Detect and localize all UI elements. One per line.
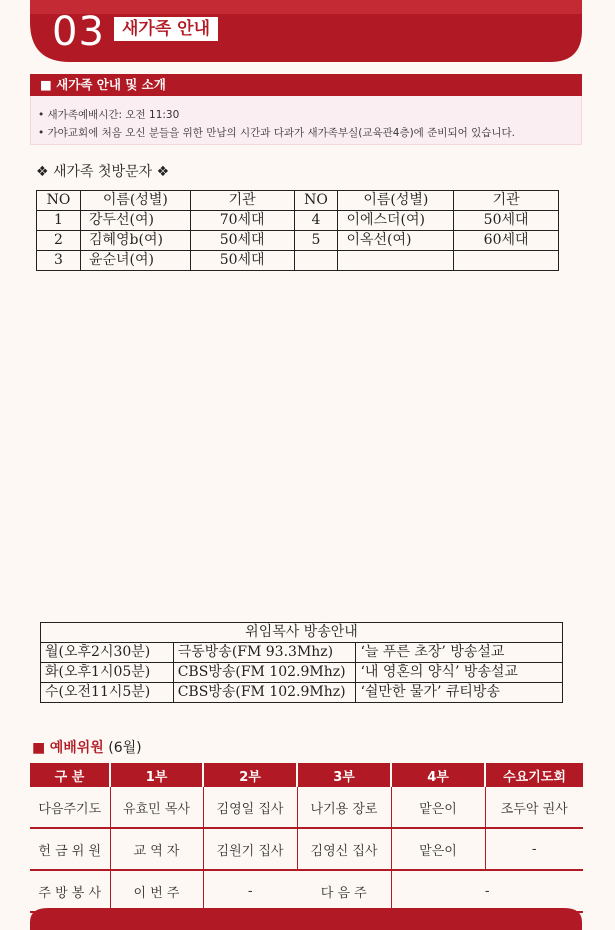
table-row xyxy=(41,663,563,683)
table-cell: 50세대 xyxy=(190,231,294,251)
table-cell: - xyxy=(485,828,583,870)
table-cell: 월(오후2시30분) xyxy=(41,643,174,663)
worship-committee-title: 예배위원 xyxy=(49,740,104,756)
table-cell: 맡은이 xyxy=(391,787,485,828)
table-cell: 김영일 집사 xyxy=(203,787,297,828)
table-cell: ‘쉴만한 물가’ 큐티방송 xyxy=(356,683,563,703)
section-number: 03 xyxy=(52,9,105,55)
table-row xyxy=(41,643,563,663)
table-cell xyxy=(338,251,454,271)
table-cell: 극동방송(FM 93.3Mhz) xyxy=(173,643,356,663)
table-cell: 김원기 집사 xyxy=(203,828,297,870)
intro-heading-bar xyxy=(30,74,582,96)
table-row xyxy=(37,211,559,231)
table-row xyxy=(37,231,559,251)
table-cell: 김영신 집사 xyxy=(297,828,391,870)
table-header-row xyxy=(37,191,559,211)
square-bullet-icon: ■ xyxy=(40,77,57,92)
table-header: NO xyxy=(37,191,81,211)
table-header: 기관 xyxy=(454,191,559,211)
table-cell: 이 번 주 xyxy=(110,870,203,912)
table-cell: 70세대 xyxy=(190,211,294,231)
table-cell: 교 역 자 xyxy=(110,828,203,870)
table-header: 수요기도회 xyxy=(485,763,583,787)
table-header: 4부 xyxy=(391,763,485,787)
table-cell: 윤순녀(여) xyxy=(80,251,190,271)
table-cell: 화(오후1시05분) xyxy=(41,663,174,683)
table-cell: 이에스더(여) xyxy=(338,211,454,231)
table-header: 3부 xyxy=(297,763,391,787)
worship-committee-month: (6월) xyxy=(108,740,142,756)
table-cell: 조두악 권사 xyxy=(485,787,583,828)
square-bullet-icon: ■ xyxy=(32,740,50,756)
table-header: 2부 xyxy=(203,763,297,787)
first-visit-title: ❖ 새가족 첫방문자 ❖ xyxy=(36,164,170,180)
table-header-row xyxy=(41,623,563,643)
worship-committee-table xyxy=(30,763,583,913)
table-cell: CBS방송(FM 102.9Mhz) xyxy=(173,663,356,683)
table-header: NO xyxy=(294,191,338,211)
table-row xyxy=(30,787,583,828)
table-cell: 나기용 장로 xyxy=(297,787,391,828)
table-row xyxy=(30,828,583,870)
table-header: 구 분 xyxy=(30,763,110,787)
table-header: 이름(성별) xyxy=(338,191,454,211)
table-cell: 강두선(여) xyxy=(80,211,190,231)
table-cell xyxy=(294,251,338,271)
section-footer-banner xyxy=(30,908,582,930)
broadcast-table xyxy=(40,622,563,703)
table-header-row xyxy=(30,763,583,787)
table-cell: 김혜영b(여) xyxy=(80,231,190,251)
table-cell: ‘내 영혼의 양식’ 방송설교 xyxy=(356,663,563,683)
table-cell: CBS방송(FM 102.9Mhz) xyxy=(173,683,356,703)
table-cell: 맡은이 xyxy=(391,828,485,870)
table-header: 기관 xyxy=(190,191,294,211)
table-cell: ‘늘 푸른 초장’ 방송설교 xyxy=(356,643,563,663)
table-row xyxy=(30,870,583,912)
table-cell: 유효민 목사 xyxy=(110,787,203,828)
table-cell: 1 xyxy=(37,211,81,231)
table-cell: 3 xyxy=(37,251,81,271)
table-cell: 이옥선(여) xyxy=(338,231,454,251)
table-cell: 4 xyxy=(294,211,338,231)
table-cell: 50세대 xyxy=(190,251,294,271)
first-visit-table xyxy=(36,190,559,271)
intro-line-time: • 새가족예배시간: 오전 11:30 xyxy=(38,109,180,121)
table-header: 1부 xyxy=(110,763,203,787)
table-cell: 다 음 주 xyxy=(297,870,391,912)
broadcast-title: 위임목사 방송안내 xyxy=(41,623,563,643)
table-cell xyxy=(454,251,559,271)
table-cell: 60세대 xyxy=(454,231,559,251)
table-cell: 헌 금 위 원 xyxy=(30,828,110,870)
table-header: 이름(성별) xyxy=(80,191,190,211)
table-cell: 주 방 봉 사 xyxy=(30,870,110,912)
table-cell: 수(오전11시5분) xyxy=(41,683,174,703)
intro-heading: 새가족 안내 및 소개 xyxy=(56,77,166,92)
worship-committee-heading xyxy=(32,737,142,757)
table-cell: 5 xyxy=(294,231,338,251)
table-cell: 다음주기도 xyxy=(30,787,110,828)
table-cell: 50세대 xyxy=(454,211,559,231)
table-cell: - xyxy=(391,870,583,912)
table-row xyxy=(37,251,559,271)
table-row xyxy=(41,683,563,703)
intro-line-welcome: • 가야교회에 처음 오신 분들을 위한 만남의 시간과 다과가 새가족부실(교육관4층)에 준비되어 있습니다. xyxy=(38,127,515,139)
table-cell: - xyxy=(203,870,297,912)
section-header-banner xyxy=(30,0,582,62)
section-title: 새가족 안내 xyxy=(114,17,218,41)
table-cell: 2 xyxy=(37,231,81,251)
